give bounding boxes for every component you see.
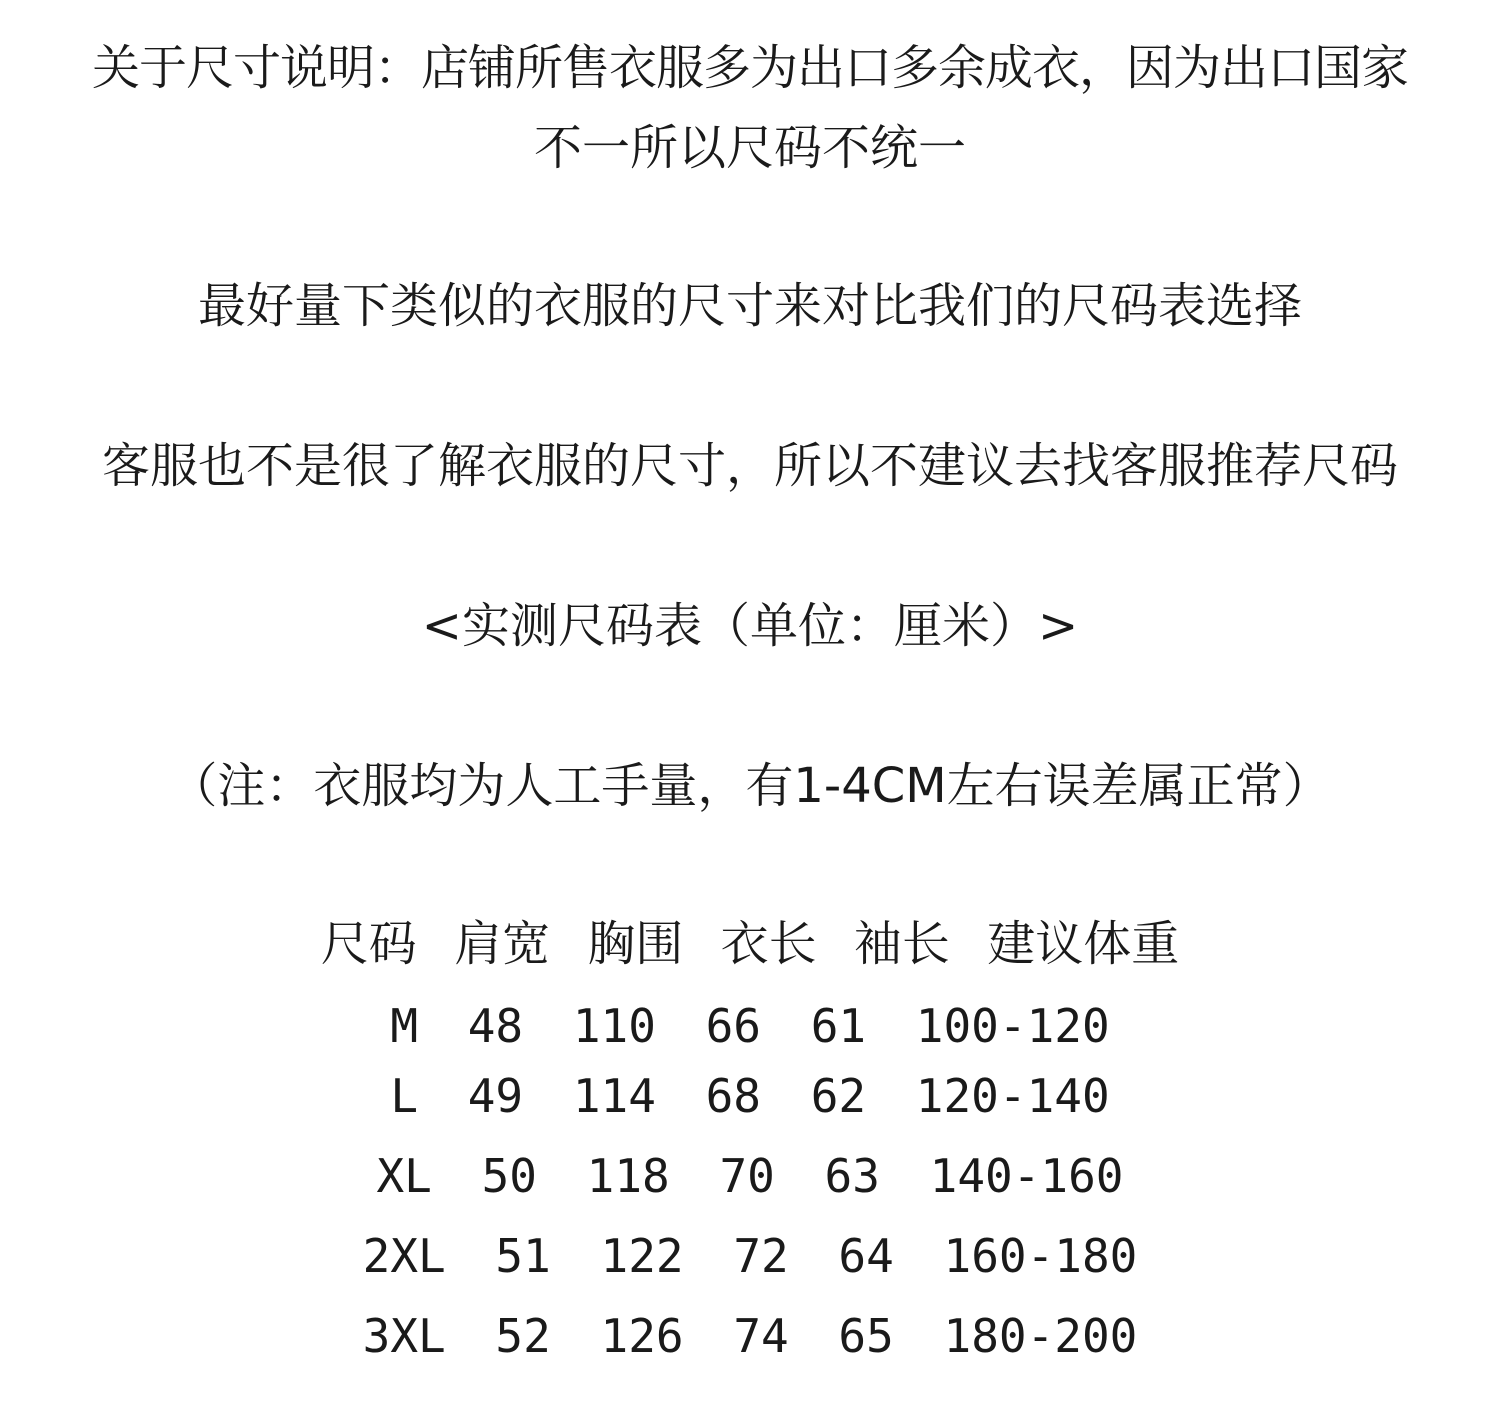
customer-service-note: 客服也不是很了解衣服的尺寸，所以不建议去找客服推荐尺码 bbox=[101, 438, 1398, 494]
cell-sleeve: 62 bbox=[810, 1069, 867, 1123]
cell-size: XL bbox=[376, 1149, 432, 1203]
size-intro-line-2: 不一所以尺码不统一 bbox=[533, 120, 966, 176]
cell-size: 2XL bbox=[362, 1229, 446, 1283]
size-table-header bbox=[0, 914, 1500, 974]
cell-weight: 100-120 bbox=[915, 999, 1110, 1053]
cell-shoulder: 48 bbox=[467, 999, 524, 1053]
cell-weight: 140-160 bbox=[929, 1149, 1124, 1203]
cell-length: 74 bbox=[733, 1309, 789, 1363]
cell-size: L bbox=[390, 1069, 419, 1123]
cell-weight: 180-200 bbox=[943, 1309, 1138, 1363]
cell-sleeve: 63 bbox=[824, 1149, 880, 1203]
cell-shoulder: 51 bbox=[495, 1229, 551, 1283]
header-chest: 胸围 bbox=[587, 916, 684, 972]
cell-size: M bbox=[390, 999, 419, 1053]
cell-weight: 120-140 bbox=[915, 1069, 1110, 1123]
table-row-m bbox=[0, 996, 1500, 1056]
header-sleeve-length: 袖长 bbox=[853, 916, 950, 972]
cell-sleeve: 64 bbox=[838, 1229, 894, 1283]
cell-chest: 122 bbox=[600, 1229, 684, 1283]
header-length: 衣长 bbox=[720, 916, 817, 972]
measurement-error-note: （注：衣服均为人工手量，有1-4CM左右误差属正常） bbox=[169, 758, 1331, 814]
table-row-3xl bbox=[0, 1296, 1500, 1376]
header-shoulder-width: 肩宽 bbox=[454, 916, 551, 972]
cell-chest: 114 bbox=[572, 1069, 656, 1123]
cell-size: 3XL bbox=[362, 1309, 446, 1363]
cell-sleeve: 61 bbox=[810, 999, 867, 1053]
cell-length: 70 bbox=[719, 1149, 775, 1203]
cell-shoulder: 49 bbox=[467, 1069, 524, 1123]
measuring-advice: 最好量下类似的衣服的尺寸来对比我们的尺码表选择 bbox=[197, 278, 1302, 334]
cell-chest: 118 bbox=[586, 1149, 670, 1203]
size-table bbox=[0, 914, 1500, 1376]
table-row-l bbox=[0, 1056, 1500, 1136]
size-intro-line-1: 关于尺寸说明：店铺所售衣服多为出口多余成衣，因为出口国家 bbox=[91, 40, 1408, 96]
size-table-title: <实测尺码表（单位：厘米）> bbox=[421, 598, 1079, 654]
cell-length: 68 bbox=[705, 1069, 761, 1123]
table-row-xl bbox=[0, 1136, 1500, 1216]
cell-weight: 160-180 bbox=[943, 1229, 1138, 1283]
cell-length: 66 bbox=[705, 999, 761, 1053]
header-recommended-weight: 建议体重 bbox=[987, 916, 1180, 972]
cell-chest: 110 bbox=[572, 999, 656, 1053]
table-row-2xl bbox=[0, 1216, 1500, 1296]
cell-shoulder: 50 bbox=[481, 1149, 537, 1203]
header-size: 尺码 bbox=[320, 916, 417, 972]
cell-shoulder: 52 bbox=[495, 1309, 551, 1363]
cell-sleeve: 65 bbox=[838, 1309, 894, 1363]
cell-chest: 126 bbox=[600, 1309, 684, 1363]
cell-length: 72 bbox=[733, 1229, 789, 1283]
